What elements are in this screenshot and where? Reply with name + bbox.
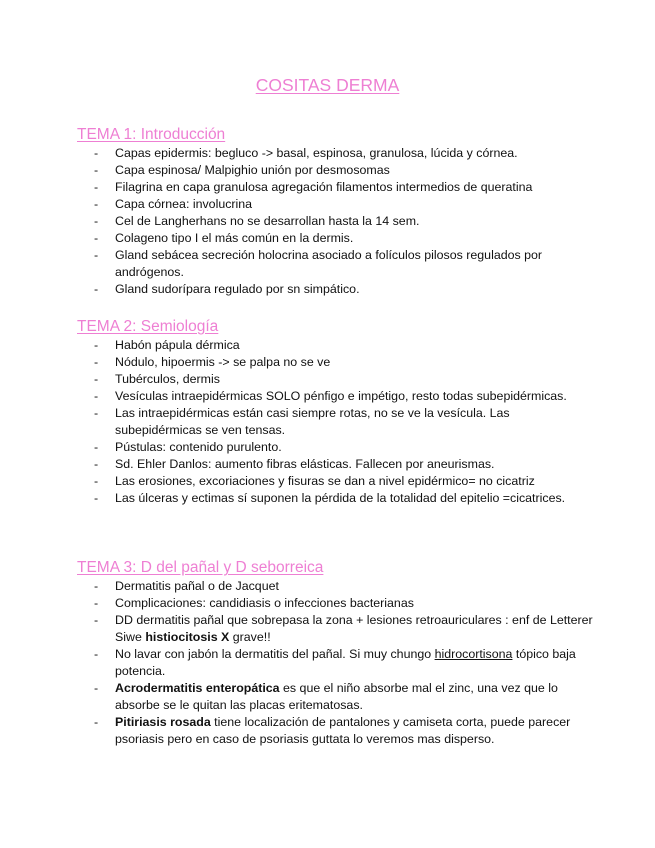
item-text: Habón pápula dérmica [115, 338, 240, 352]
list-item [77, 405, 597, 439]
section-heading: TEMA 3: D del pañal y D seborreica [77, 559, 324, 576]
item-text: Filagrina en capa granulosa agregación filamentos intermedios de queratina [115, 180, 533, 194]
list-item [77, 354, 597, 371]
list-item [77, 456, 597, 473]
item-text: tiene localización de pantalones y camiseta corta, puede parecer psoriasis pero en caso de psoriasis guttata lo veremos mas disperso. [115, 715, 571, 746]
item-text: tópico baja potencia. [115, 647, 576, 678]
list-item [77, 337, 597, 354]
bold-term: histiocitosis X [145, 630, 230, 644]
item-text: Vesículas intraepidérmicas SOLO pénfigo e impétigo, resto todas subepidérmicas. [115, 389, 567, 403]
list-item [77, 213, 597, 230]
item-text: Sd. Ehler Danlos: aumento fibras elásticas. Fallecen por aneurismas. [115, 457, 495, 471]
bullet-dash: - [94, 214, 99, 228]
item-text: grave!! [229, 630, 271, 644]
list-item [77, 714, 597, 748]
bullet-dash: - [94, 338, 99, 352]
list-item [77, 230, 597, 247]
bullet-dash: - [94, 647, 99, 661]
bullet-dash: - [94, 596, 99, 610]
list-item [77, 388, 597, 405]
bullet-dash: - [94, 406, 99, 420]
bullet-dash: - [94, 231, 99, 245]
list-item [77, 612, 597, 646]
item-text: Pústulas: contenido purulento. [115, 440, 282, 454]
section-heading: TEMA 1: Introducción [77, 126, 226, 143]
item-text: Gland sebácea secreción holocrina asociado a folículos pilosos regulados por andrógenos. [115, 248, 543, 279]
item-text: Dermatitis pañal o de Jacquet [115, 579, 279, 593]
list-item [77, 578, 597, 595]
item-text: Capa córnea: involucrina [115, 197, 253, 211]
list-item [77, 473, 597, 490]
item-text: Las úlceras y ectimas sí suponen la pérdida de la totalidad del epitelio =cicatrices. [115, 491, 566, 505]
item-text: Colageno tipo I el más común en la dermis. [115, 231, 354, 245]
item-text: Gland sudorípara regulado por sn simpático. [115, 282, 360, 296]
bullet-dash: - [94, 491, 99, 505]
item-text: DD dermatitis pañal que sobrepasa la zona + lesiones retroauriculares : enf de Letterer Siwe [115, 613, 593, 644]
bullet-list [77, 145, 597, 298]
list-item [77, 247, 597, 281]
list-item [77, 490, 597, 507]
section-tema-2 [77, 317, 597, 507]
bullet-dash: - [94, 681, 99, 695]
bullet-dash: - [94, 163, 99, 177]
bullet-dash: - [94, 579, 99, 593]
document-title: COSITAS DERMA [255, 75, 400, 95]
list-item [77, 179, 597, 196]
bullet-dash: - [94, 474, 99, 488]
item-text: Las intraepidérmicas están casi siempre rotas, no se ve la vesícula. Las subepidérmicas se ven tensas. [115, 406, 510, 437]
bullet-dash: - [94, 282, 99, 296]
list-item [77, 162, 597, 179]
bullet-dash: - [94, 248, 99, 262]
bullet-dash: - [94, 440, 99, 454]
item-text: Cel de Langherhans no se desarrollan hasta la 14 sem. [115, 214, 420, 228]
section-heading: TEMA 2: Semiología [77, 318, 219, 335]
bullet-dash: - [94, 355, 99, 369]
bullet-dash: - [94, 389, 99, 403]
bullet-dash: - [94, 180, 99, 194]
bullet-list [77, 337, 597, 507]
item-text: Capa espinosa/ Malpighio unión por desmosomas [115, 163, 390, 177]
bold-term: Pitiriasis rosada [115, 715, 211, 729]
bullet-dash: - [94, 613, 99, 627]
list-item [77, 680, 597, 714]
list-item [77, 371, 597, 388]
section-tema-3 [77, 558, 597, 748]
list-item [77, 439, 597, 456]
underlined-term: hidrocortisona [434, 647, 513, 661]
item-text: No lavar con jabón la dermatitis del pañal. Si muy chungo [115, 647, 435, 661]
item-text: Las erosiones, excoriaciones y fisuras se dan a nivel epidérmico= no cicatriz [115, 474, 535, 488]
item-text: Complicaciones: candidiasis o infecciones bacterianas [115, 596, 414, 610]
bold-term: Acrodermatitis enteropática [115, 681, 280, 695]
list-item [77, 646, 597, 680]
bullet-dash: - [94, 372, 99, 386]
item-text: Tubérculos, dermis [115, 372, 220, 386]
list-item [77, 196, 597, 213]
bullet-dash: - [94, 197, 99, 211]
bullet-dash: - [94, 457, 99, 471]
list-item [77, 145, 597, 162]
item-text: es que el niño absorbe mal el zinc, una vez que lo absorbe se le quitan las placas eritematosas. [115, 681, 558, 712]
list-item [77, 595, 597, 612]
bullet-dash: - [94, 146, 99, 160]
section-tema-1 [77, 125, 597, 298]
item-text: Nódulo, hipoermis -> se palpa no se ve [115, 355, 331, 369]
bullet-dash: - [94, 715, 99, 729]
bullet-list [77, 578, 597, 748]
item-text: Capas epidermis: begluco -> basal, espinosa, granulosa, lúcida y córnea. [115, 146, 518, 160]
list-item [77, 281, 597, 298]
